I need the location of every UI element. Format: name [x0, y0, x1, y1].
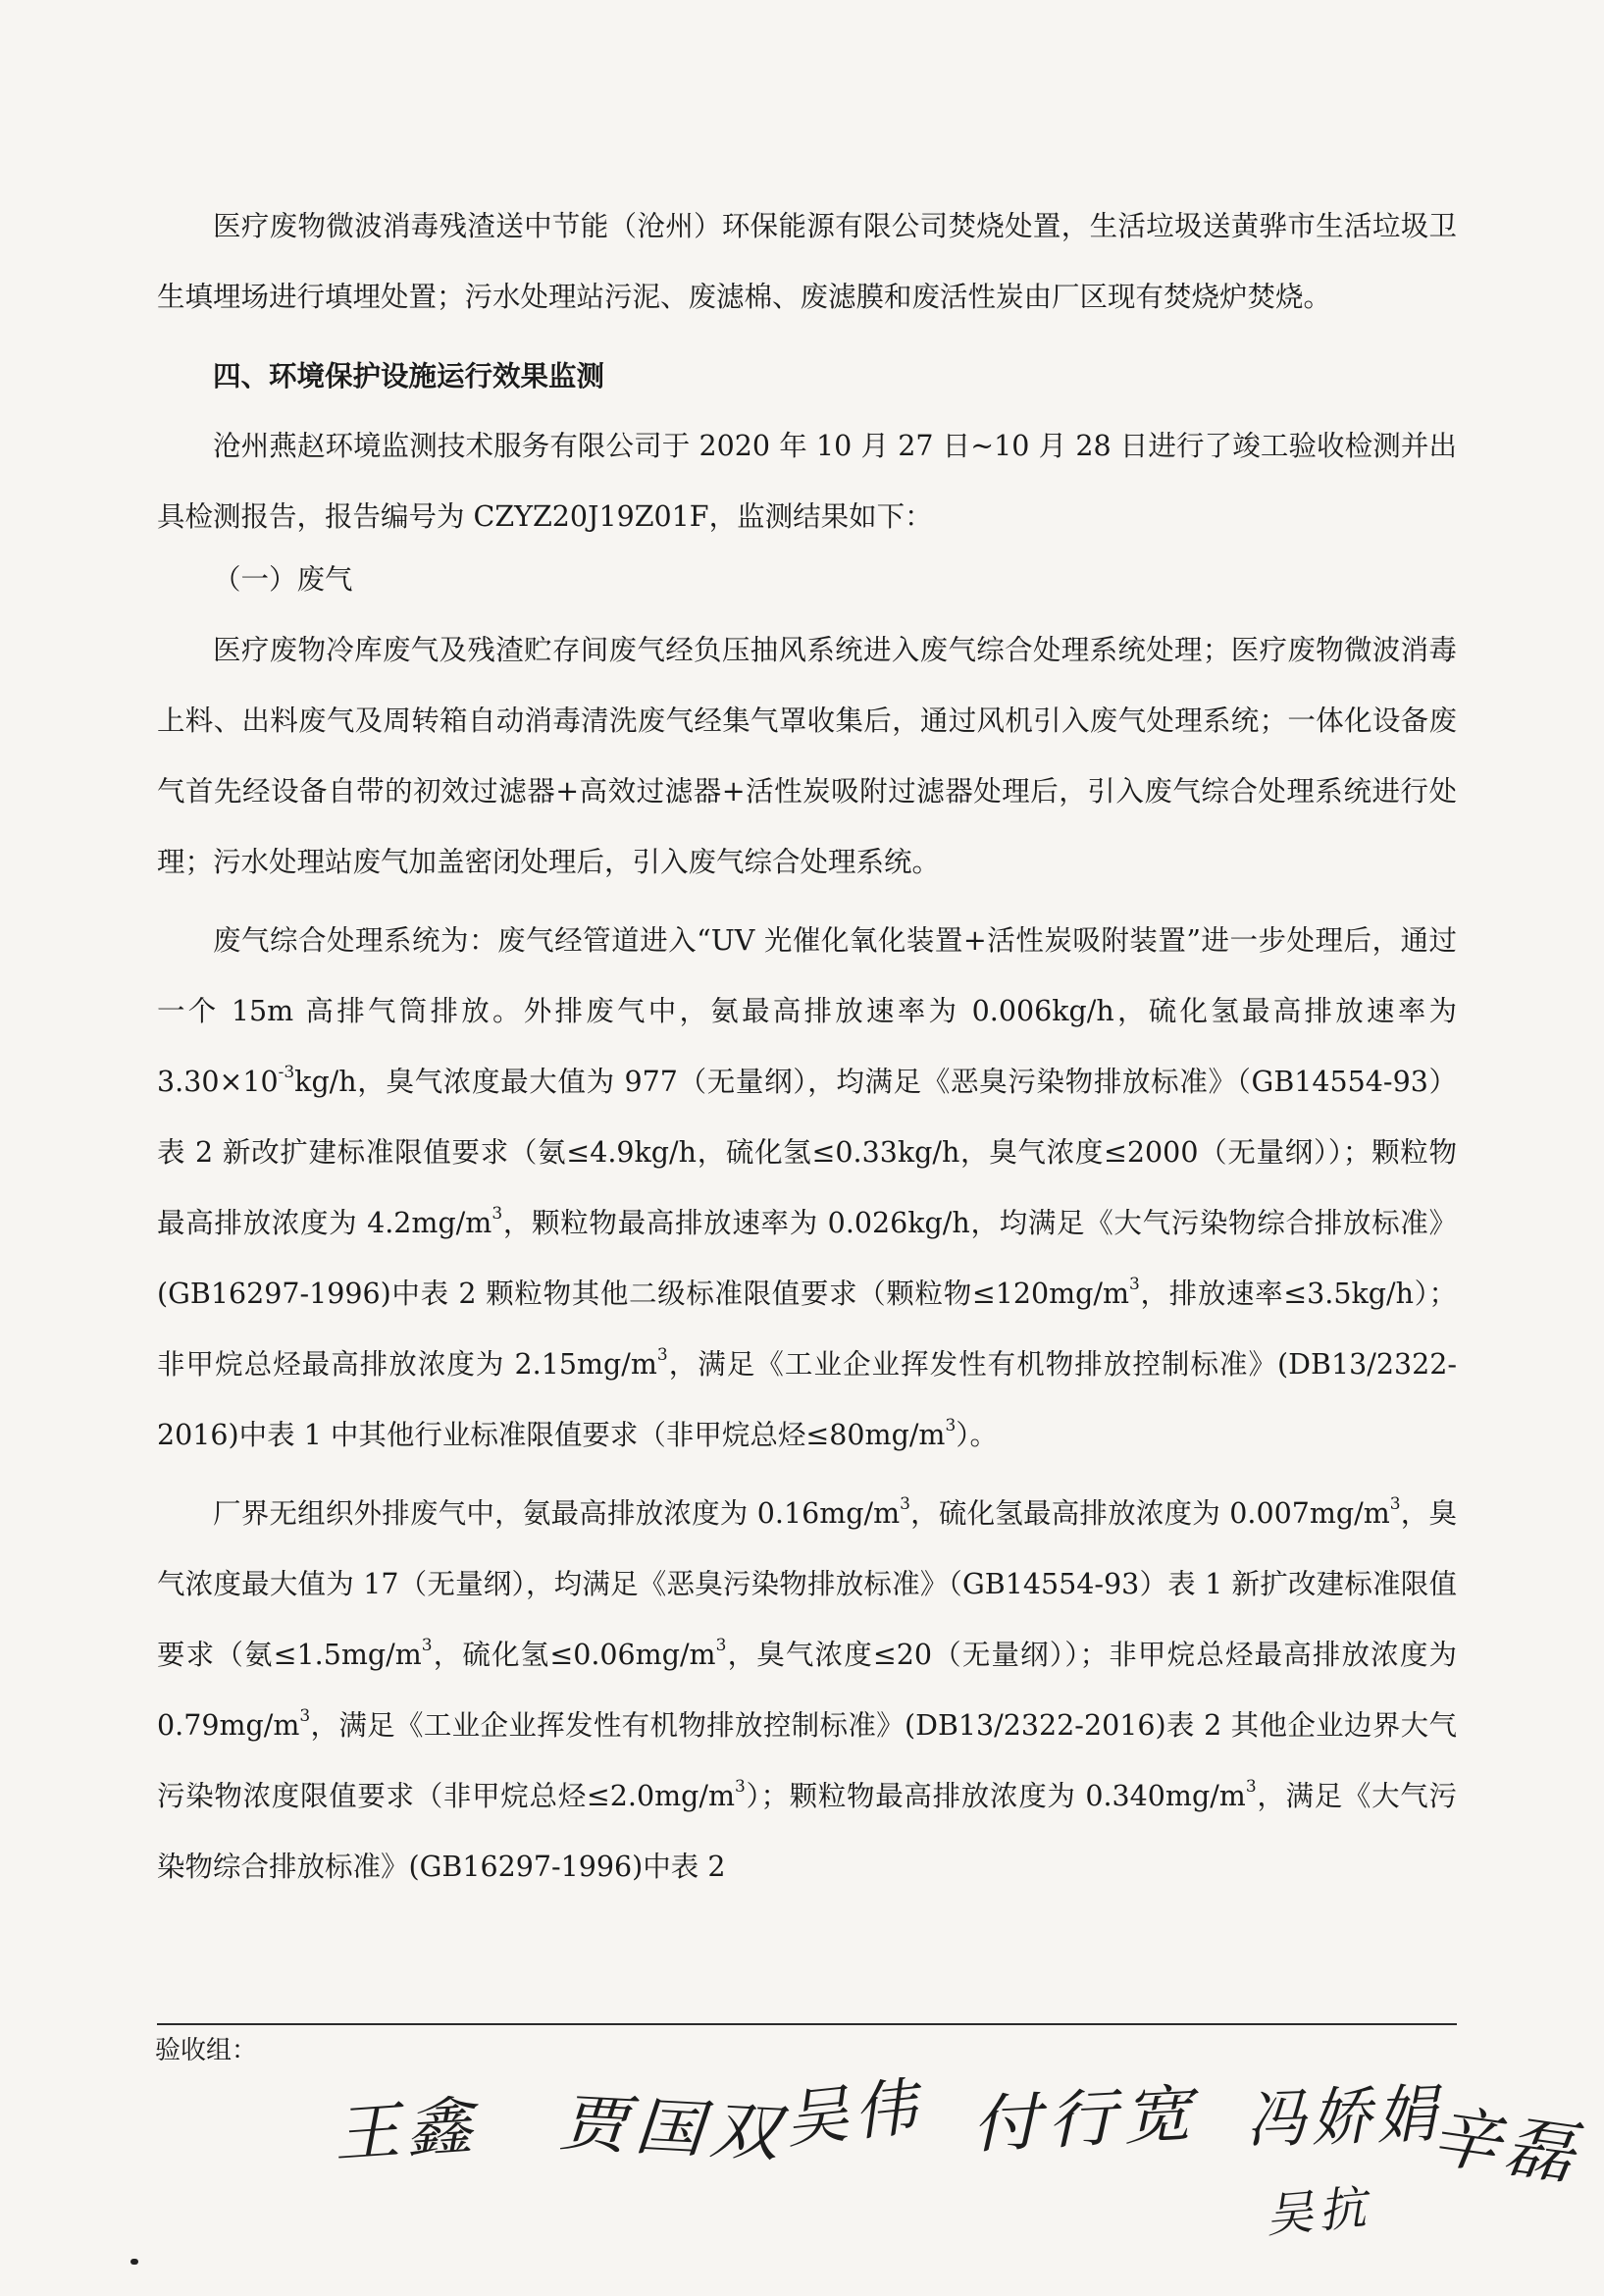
- text-run: 厂界无组织外排废气中，氨最高排放浓度为 0.16mg/m: [213, 1497, 901, 1530]
- text-run: ）；颗粒物最高排放浓度为 0.340mg/m: [745, 1780, 1246, 1812]
- text-run: ）。: [956, 1419, 999, 1451]
- handwritten-signature: 付行宽: [969, 2077, 1200, 2163]
- handwritten-signature: 辛磊: [1425, 2095, 1585, 2196]
- superscript: -3: [278, 1062, 295, 1082]
- text-run: ，臭气浓度≤20（无量纲））；非甲烷总烃最高排放浓度为 0.79mg/m: [157, 1639, 1457, 1742]
- handwritten-signature: 贾国双: [556, 2087, 788, 2172]
- handwritten-signature: 王鑫: [331, 2089, 481, 2172]
- footer-divider: [157, 2023, 1457, 2025]
- superscript: 3: [1129, 1274, 1140, 1294]
- text-run: ，满足《工业企业挥发性有机物排放控制标准》(DB13/2322-2016)表 2 其他企业边界大气污染物浓度限值要求（非甲烷总烃≤2.0mg/m: [157, 1709, 1457, 1812]
- paragraph-exhaust-collection: 医疗废物冷库废气及残渣贮存间废气经负压抽风系统进入废气综合处理系统处理；医疗废物微波消毒上料、出料废气及周转箱自动消毒清洗废气经集气罩收集后，通过风机引入废气处理系统；一体化设备废气首先经设备自带的初效过滤器+高效过滤器+活性炭吸附过滤器处理后，引入废气综合处理系统进行处理；污水处理站废气加盖密闭处理后，引入废气综合处理系统。: [157, 634, 1457, 878]
- text-run: ，硫化氢最高排放浓度为 0.007mg/m: [909, 1497, 1390, 1530]
- superscript: 3: [656, 1344, 668, 1365]
- scan-speck: [130, 2259, 138, 2265]
- superscript: 3: [945, 1415, 957, 1435]
- subsection-heading-exhaust: （一）废气: [213, 563, 353, 596]
- text-run: kg/h，臭气浓度最大值为 977（无量纲），均满足《恶臭污染物排放标准》（GB14554-93）表 2 新改扩建标准限值要求（氨≤4.9kg/h，硫化氢≤0.33kg/h，臭气浓度≤2000（无量纲））；颗粒物最高排放浓度为 4.2mg/m: [157, 1066, 1457, 1239]
- handwritten-signature: 吴抗: [1263, 2179, 1374, 2244]
- body-text: [157, 191, 1457, 1903]
- text-run: 废气综合处理系统为：废气经管道进入“UV 光催化氧化装置+活性炭吸附装置”进一步处理后，通过一个 15m 高排气筒排放。外排废气中，氨最高排放速率为 0.006kg/h，硫化氢最高排放速率为 3.30×10: [157, 924, 1457, 1098]
- acceptance-group-label: 验收组：: [155, 2036, 258, 2065]
- superscript: 3: [715, 1635, 727, 1655]
- superscript: 3: [735, 1776, 746, 1797]
- section-heading-monitoring: 四、环境保护设施运行效果监测: [213, 359, 605, 392]
- text-run: ，满足《大气污染物综合排放标准》(GB16297-1996)中表 2: [157, 1780, 1458, 1883]
- superscript: 3: [1389, 1493, 1401, 1514]
- paragraph-exhaust-treatment: [157, 906, 1457, 1471]
- text-run: ，颗粒物最高排放速率为 0.026kg/h，均满足《大气污染物综合排放标准》(GB16297-1996)中表 2 颗粒物其他二级标准限值要求（颗粒物≤120mg/m: [157, 1207, 1457, 1310]
- text-run: ，满足《工业企业挥发性有机物排放控制标准》(DB13/2322-2016)中表 1 中其他行业标准限值要求（非甲烷总烃≤80mg/m: [157, 1348, 1457, 1451]
- text-run: ，排放速率≤3.5kg/h）；非甲烷总烃最高排放浓度为 2.15mg/m: [157, 1278, 1457, 1381]
- superscript: 3: [1245, 1776, 1257, 1797]
- signature-area: [294, 2031, 1599, 2286]
- superscript: 3: [421, 1635, 433, 1655]
- handwritten-signature: 吴伟: [781, 2070, 926, 2158]
- paragraph-fugitive-emissions: [157, 1479, 1457, 1903]
- handwritten-signature: 冯娇娟: [1244, 2078, 1443, 2158]
- text-run: ，臭气浓度最大值为 17（无量纲），均满足《恶臭污染物排放标准》（GB14554-93）表 1 新扩改建标准限值要求（氨≤1.5mg/m: [157, 1497, 1457, 1671]
- paragraph-disposal: 医疗废物微波消毒残渣送中节能（沧州）环保能源有限公司焚烧处置，生活垃圾送黄骅市生活垃圾卫生填埋场进行填埋处置；污水处理站污泥、废滤棉、废滤膜和废活性炭由厂区现有焚烧炉焚烧。: [157, 210, 1457, 313]
- superscript: 3: [900, 1493, 910, 1514]
- superscript: 3: [492, 1203, 503, 1224]
- text-run: ，硫化氢≤0.06mg/m: [432, 1639, 716, 1671]
- paragraph-monitoring-intro: 沧州燕赵环境监测技术服务有限公司于 2020 年 10 月 27 日~10 月 28 日进行了竣工验收检测并出具检测报告，报告编号为 CZYZ20J19Z01F，监测结果如下：: [157, 430, 1457, 533]
- superscript: 3: [299, 1705, 311, 1726]
